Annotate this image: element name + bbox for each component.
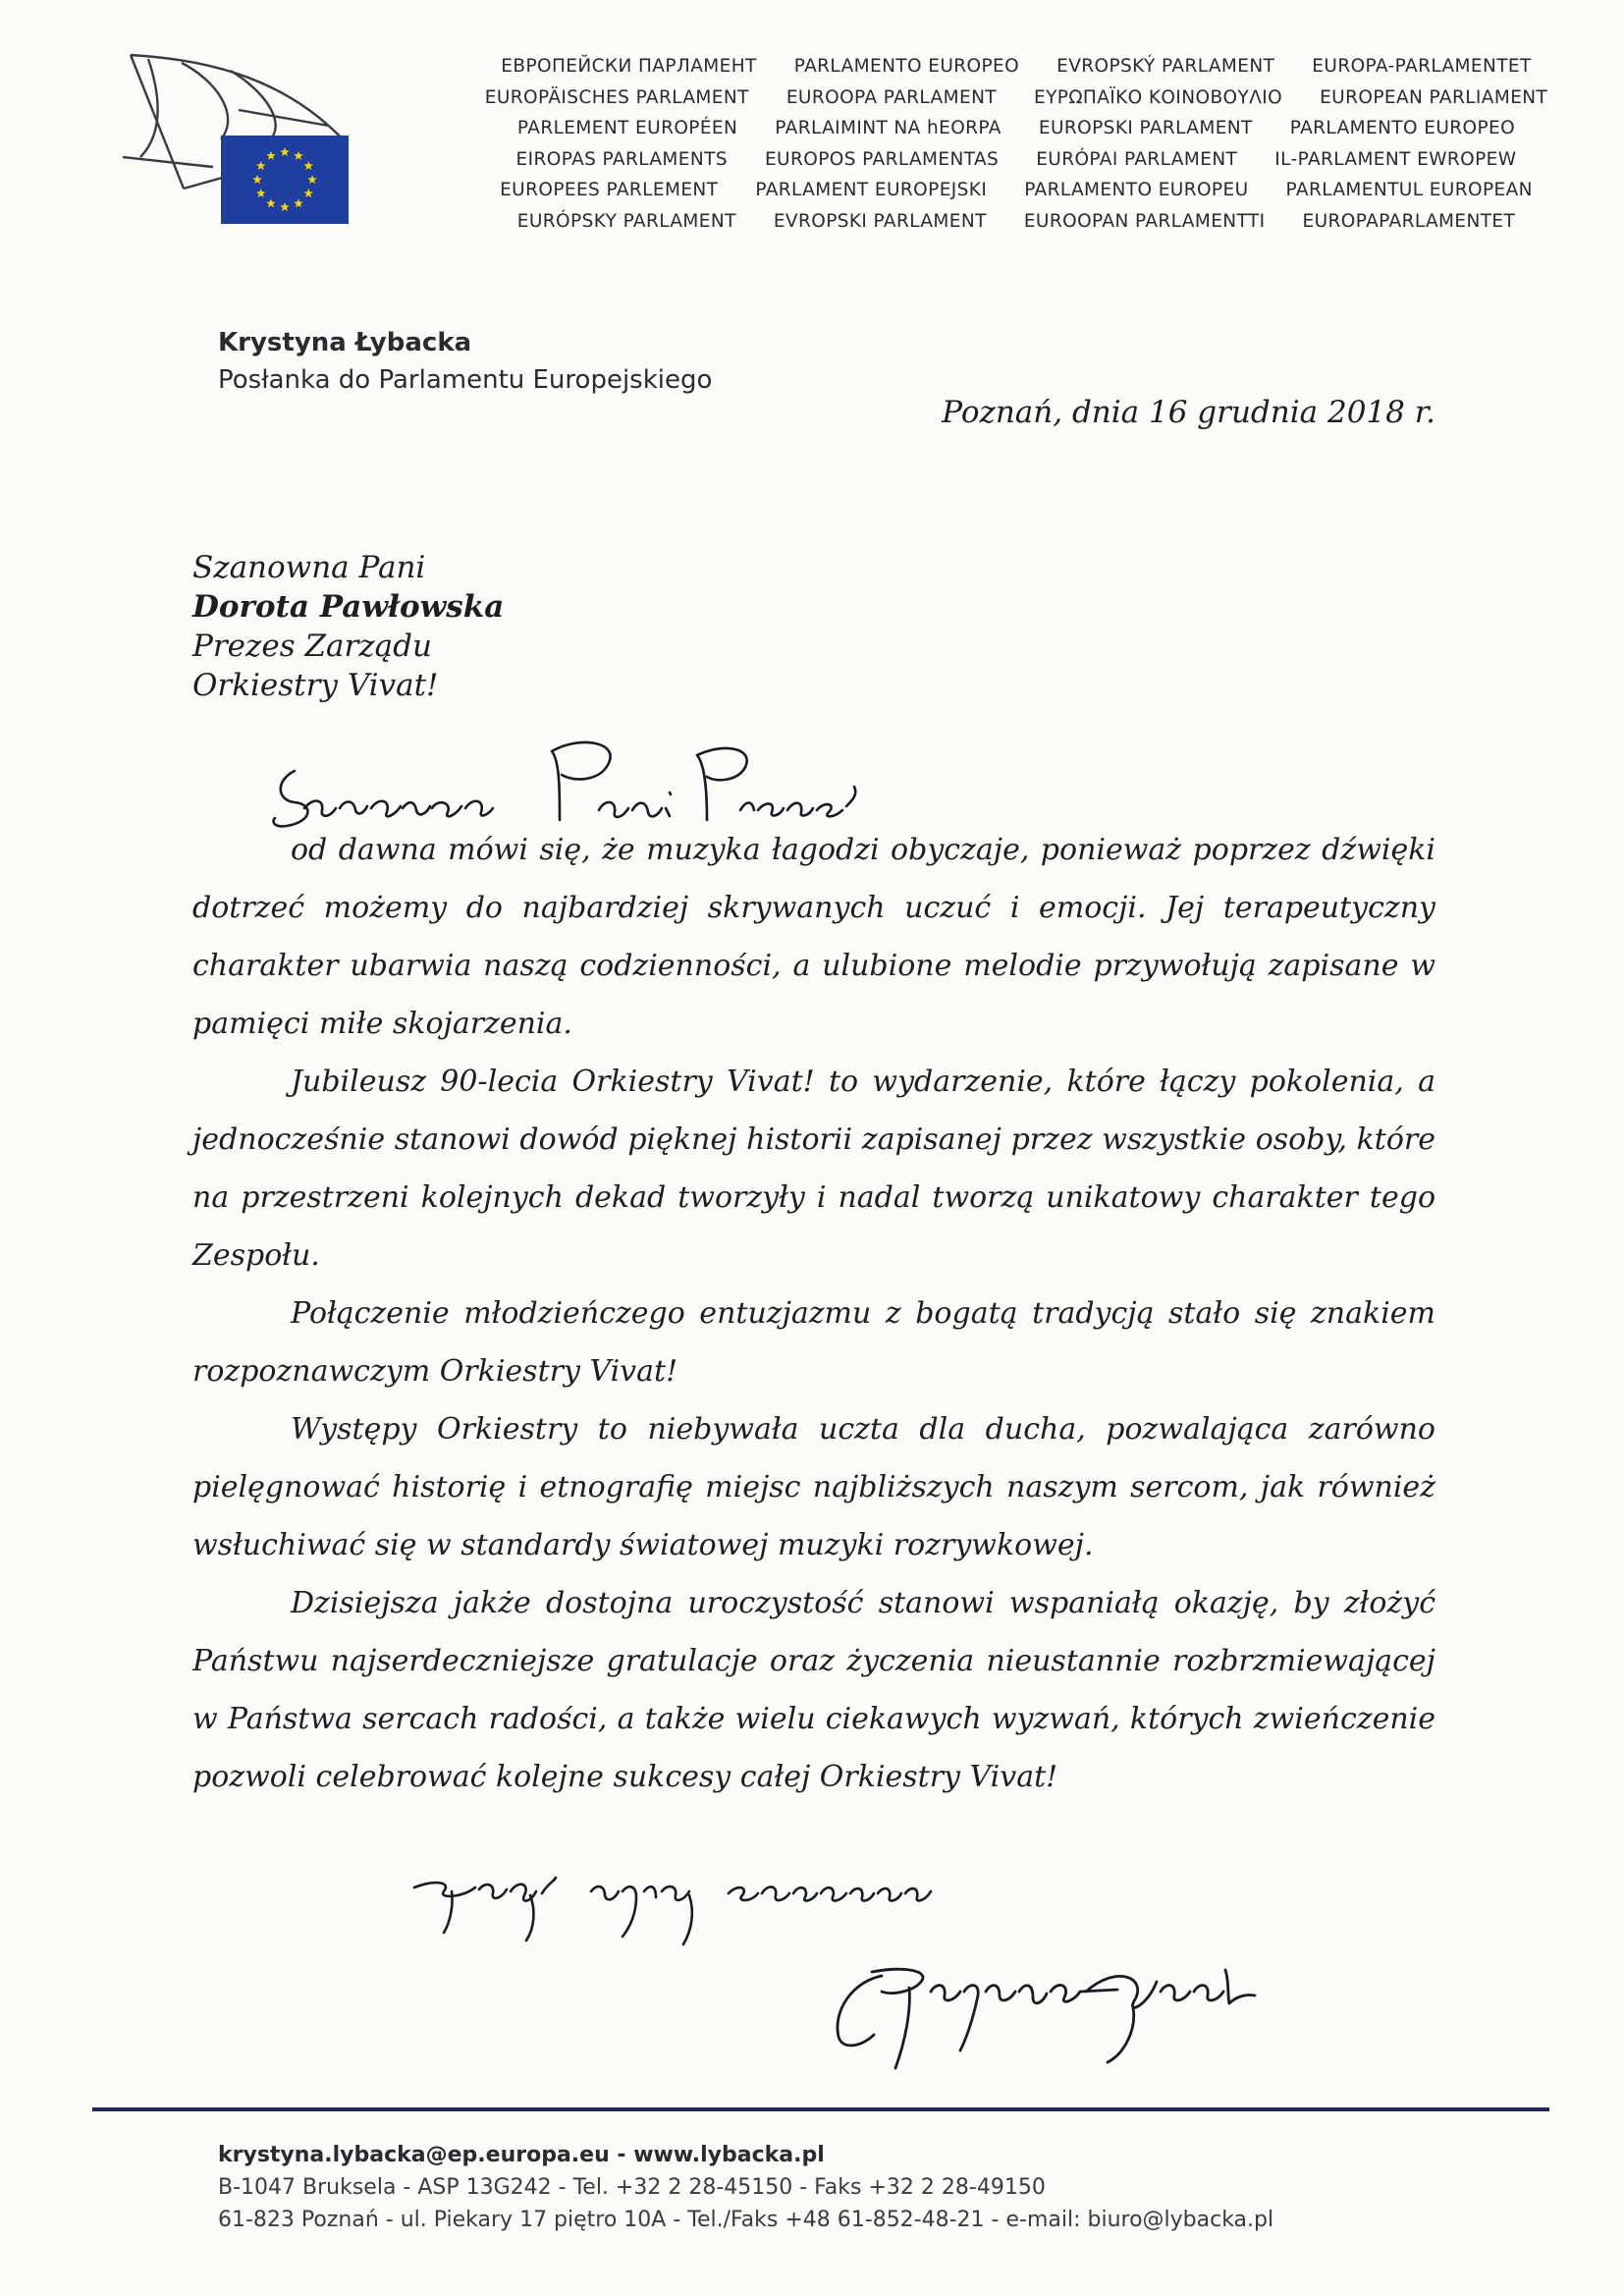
parliament-name: EUROOPA PARLAMENT [785,86,998,108]
names-row [461,175,1571,206]
names-row [461,51,1571,82]
letter-body [192,821,1435,1806]
recipient-title: Prezes Zarządu [192,629,432,664]
sender-role: Posłanka do Parlamentu Europejskiego [218,365,713,395]
parliament-name: PARLEMENT EUROPÉEN [516,118,738,138]
body-paragraph: Połączenie młodzieńczego entuzjazmu z bogatą tradycją stało się znakiem rozpoznawczym Orkiestry Vivat! [192,1296,1435,1389]
parliament-name: ΕΥΡΩΠΑΪΚΟ ΚΟΙΝΟΒΟΥΛΙΟ [1034,86,1283,108]
parliament-name: IL-PARLAMENT EWROPEW [1274,148,1517,170]
parliament-name: EUROPA-PARLAMENTET [1312,56,1532,77]
footer-brussels-address: B-1047 Bruksela - ASP 13G242 - Tel. +32 2 28-45150 - Faks +32 2 28-49150 [218,2175,1046,2200]
parliament-name: EURÓPSKY PARLAMENT [516,210,736,232]
parliament-name: PARLAMENTO EUROPEO [1289,118,1516,138]
footer-contact: krystyna.lybacka@ep.europa.eu - www.lybacka.pl [218,2143,825,2167]
parliament-name: EUROPOS PARLAMENTAS [764,148,1000,170]
handwritten-signature [823,1952,1265,2080]
names-row [461,144,1571,176]
names-row [461,206,1571,238]
recipient-organization: Orkiestry Vivat! [192,668,439,703]
footer-rule [92,2107,1549,2111]
sender-name: Krystyna Łybacka [218,328,472,357]
parliament-name: EUROPAPARLAMENTET [1302,210,1516,232]
parliament-name: PARLAMENTO EUROPEU [1024,180,1249,200]
recipient-block [192,548,504,705]
footer-poznan-address: 61-823 Poznań - ul. Piekary 17 piętro 10A - Tel./Faks +48 61-852-48-21 - e-mail: biuro@lybacka.pl [218,2208,1274,2232]
parliament-name: EUROPEES PARLEMENT [500,180,719,200]
body-paragraph: Jubileusz 90-lecia Orkiestry Vivat! to wydarzenie, które łączy pokolenia, a jednocześnie stanowi dowód pięknej historii zapisanej przez wszystkie osoby, które na przestrzeni kolejnych dekad tworzyły i nadal tworzą unikatowy charakter tego Zespołu. [192,1065,1435,1273]
sender-block [218,324,712,399]
parliament-name: EUROPEAN PARLIAMENT [1320,86,1548,108]
parliament-name: EUROPSKI PARLAMENT [1038,118,1253,138]
recipient-name: Dorota Pawłowska [192,589,505,625]
parliament-name: EVROPSKI PARLAMENT [773,210,987,232]
body-paragraph: Dzisiejsza jakże dostojna uroczystość stanowi wspaniałą okazję, by złożyć Państwu najserdeczniejsze gratulacje oraz życzenia nieustannie rozbrzmiewającej w Państwa sercach radości, a także wielu ciekawych wyzwań, których zwieńczenie pozwoli celebrować kolejne sukcesy całej Orkiestry Vivat! [192,1586,1435,1794]
recipient-greeting: Szanowna Pani [192,550,426,585]
handwritten-closing [405,1858,954,1956]
parliament-name: EIROPAS PARLAMENTS [515,148,728,170]
footer [218,2139,1273,2236]
parliament-names [461,51,1571,237]
parliament-name: PARLAIMINT NA hEORPA [775,118,1001,138]
european-parliament-logo [123,41,378,228]
body-paragraph: Występy Orkiestry to niebywała uczta dla ducha, pozwalająca zarówno pielęgnować historię i etnografię miejsc najbliższych naszym sercom, jak również wsłuchiwać się w standardy światowej muzyki rozrywkowej. [192,1412,1435,1562]
parliament-name: PARLAMENT EUROPEJSKI [755,180,988,200]
parliament-name: EURÓPAI PARLAMENT [1036,148,1238,170]
parliament-name: PARLAMENTUL EUROPEAN [1285,180,1533,200]
parliament-name: ЕВРОПЕЙСКИ ПАРЛАМЕНТ [501,56,757,77]
letter-date: Poznań, dnia 16 grudnia 2018 r. [942,395,1435,430]
parliament-name: EUROOPAN PARLAMENTTI [1023,210,1266,232]
parliament-name: EUROPÄISCHES PARLAMENT [484,86,749,108]
parliament-name: EVROPSKÝ PARLAMENT [1056,56,1275,77]
body-paragraph: od dawna mówi się, że muzyka łagodzi obyczaje, ponieważ poprzez dźwięki dotrzeć możemy do najbardziej skrywanych uczuć i emocji. Jej terapeutyczny charakter ubarwia naszą codzienności, a ulubione melodie przywołują zapisane w pamięci miłe skojarzenia. [192,833,1435,1041]
names-row [461,113,1571,144]
names-row [461,82,1571,114]
parliament-name: PARLAMENTO EUROPEO [793,56,1020,77]
